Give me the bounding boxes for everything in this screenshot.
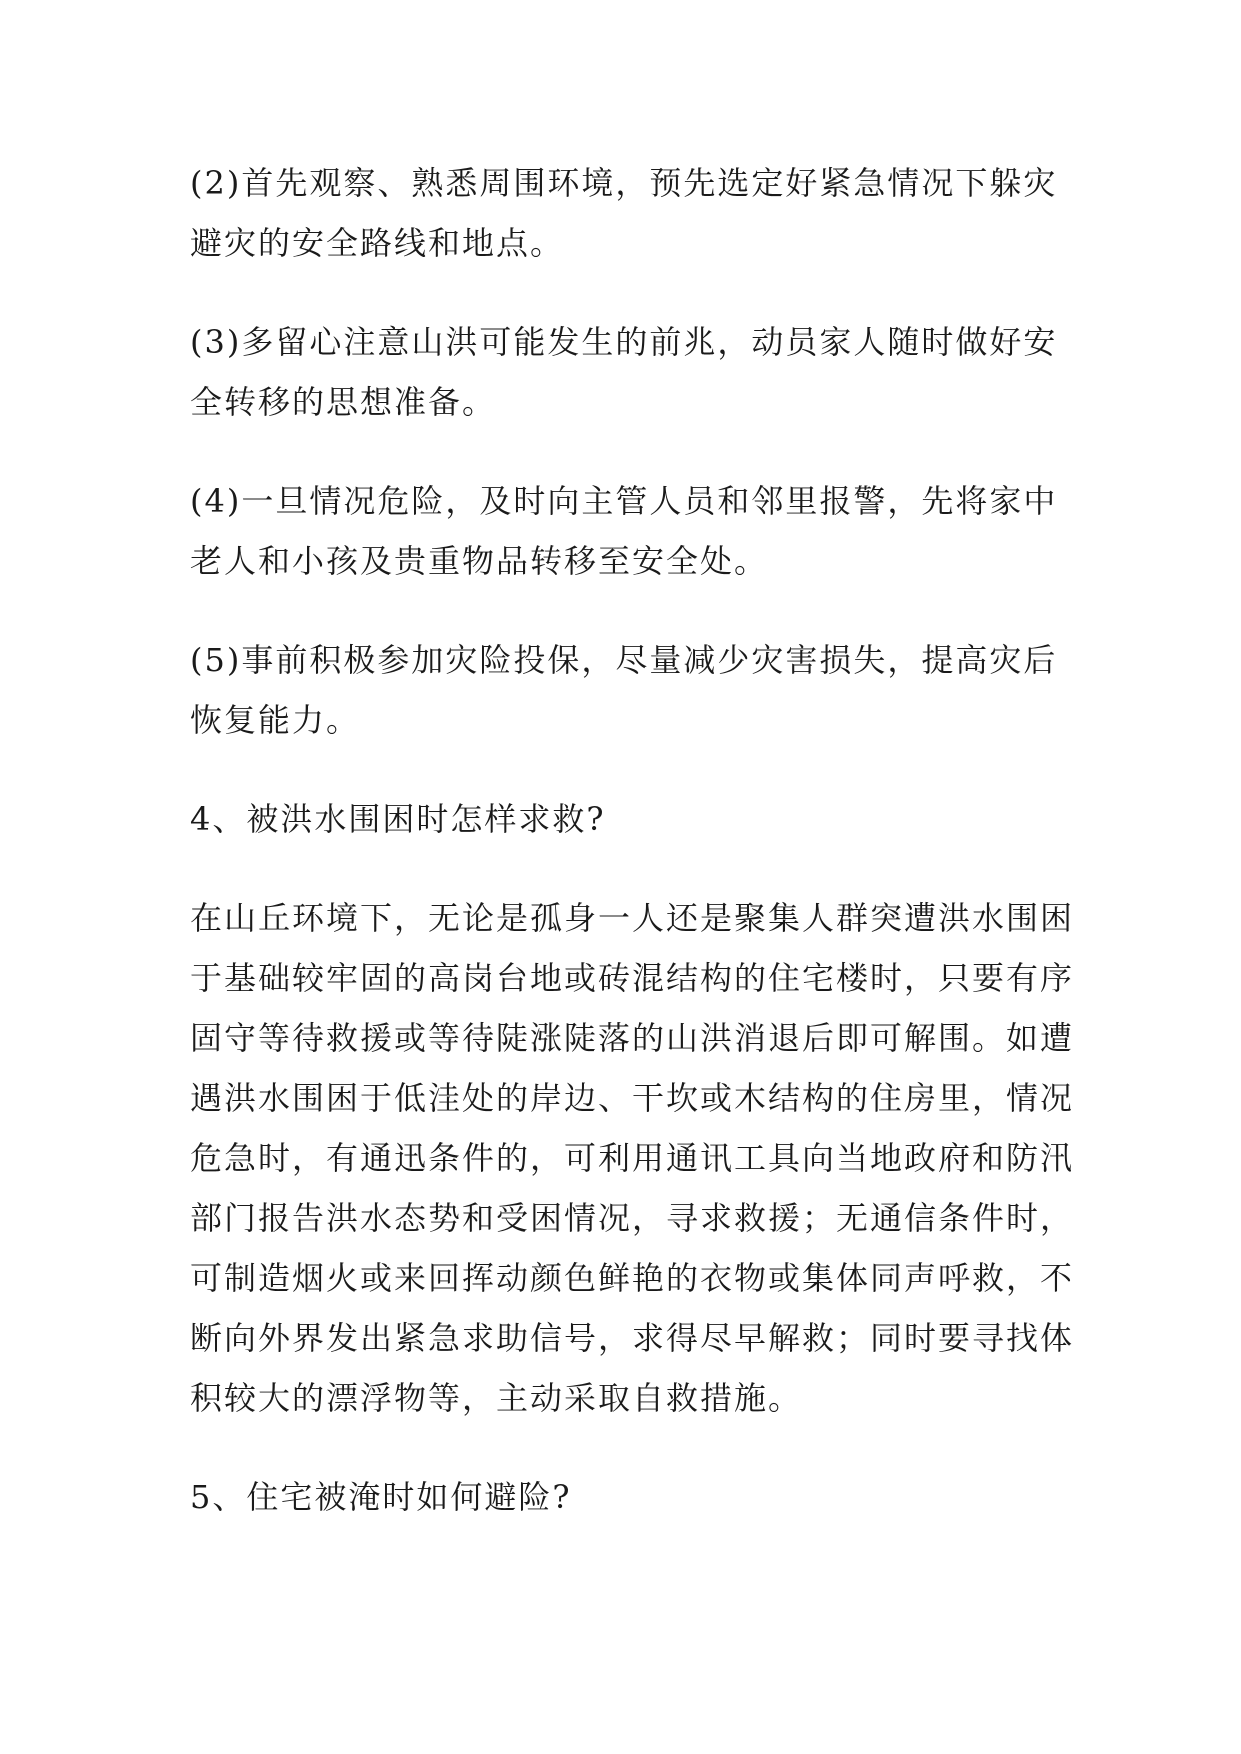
- section-heading-5: [190, 1467, 1060, 1527]
- list-item-3: [190, 312, 1060, 432]
- text-line: 老人和小孩及贵重物品转移至安全处。: [190, 542, 769, 580]
- text-line: 在山丘环境下，无论是孤身一人还是聚集人群突遭洪水围困: [190, 899, 1075, 937]
- text-line: (4)一旦情况危险，及时向主管人员和邻里报警，先将家中: [190, 482, 1058, 520]
- text-line: 避灾的安全路线和地点。: [190, 224, 565, 262]
- section-heading-4: [190, 789, 1060, 849]
- text-line: (2)首先观察、熟悉周围环境，预先选定好紧急情况下躲灾: [190, 164, 1058, 202]
- text-line: 遇洪水围困于低洼处的岸边、干坎或木结构的住房里，情况: [190, 1079, 1075, 1117]
- text-line: 恢复能力。: [190, 701, 361, 739]
- text-line: 可制造烟火或来回挥动颜色鲜艳的衣物或集体同声呼救，不: [190, 1259, 1075, 1297]
- text-line: 积较大的漂浮物等，主动采取自救措施。: [190, 1379, 803, 1417]
- list-item-2: [190, 153, 1060, 273]
- section-body-4: [190, 888, 1075, 1428]
- list-item-5: [190, 630, 1060, 750]
- text-line: 全转移的思想准备。: [190, 383, 497, 421]
- text-line: (3)多留心注意山洪可能发生的前兆，动员家人随时做好安: [190, 323, 1058, 361]
- document-body: [190, 153, 1075, 1566]
- heading-text: 5、住宅被淹时如何避险?: [190, 1478, 572, 1516]
- text-line: 部门报告洪水态势和受困情况，寻求救援；无通信条件时，: [190, 1199, 1075, 1237]
- text-line: (5)事前积极参加灾险投保，尽量减少灾害损失，提高灾后: [190, 641, 1058, 679]
- text-line: 固守等待救援或等待陡涨陡落的山洪消退后即可解围。如遭: [190, 1019, 1075, 1057]
- text-line: 断向外界发出紧急求助信号，求得尽早解救；同时要寻找体: [190, 1319, 1075, 1357]
- text-line: 危急时，有通迅条件的，可利用通讯工具向当地政府和防汛: [190, 1139, 1075, 1177]
- list-item-4: [190, 471, 1060, 591]
- heading-text: 4、被洪水围困时怎样求救?: [190, 800, 606, 838]
- text-line: 于基础较牢固的高岗台地或砖混结构的住宅楼时，只要有序: [190, 959, 1075, 997]
